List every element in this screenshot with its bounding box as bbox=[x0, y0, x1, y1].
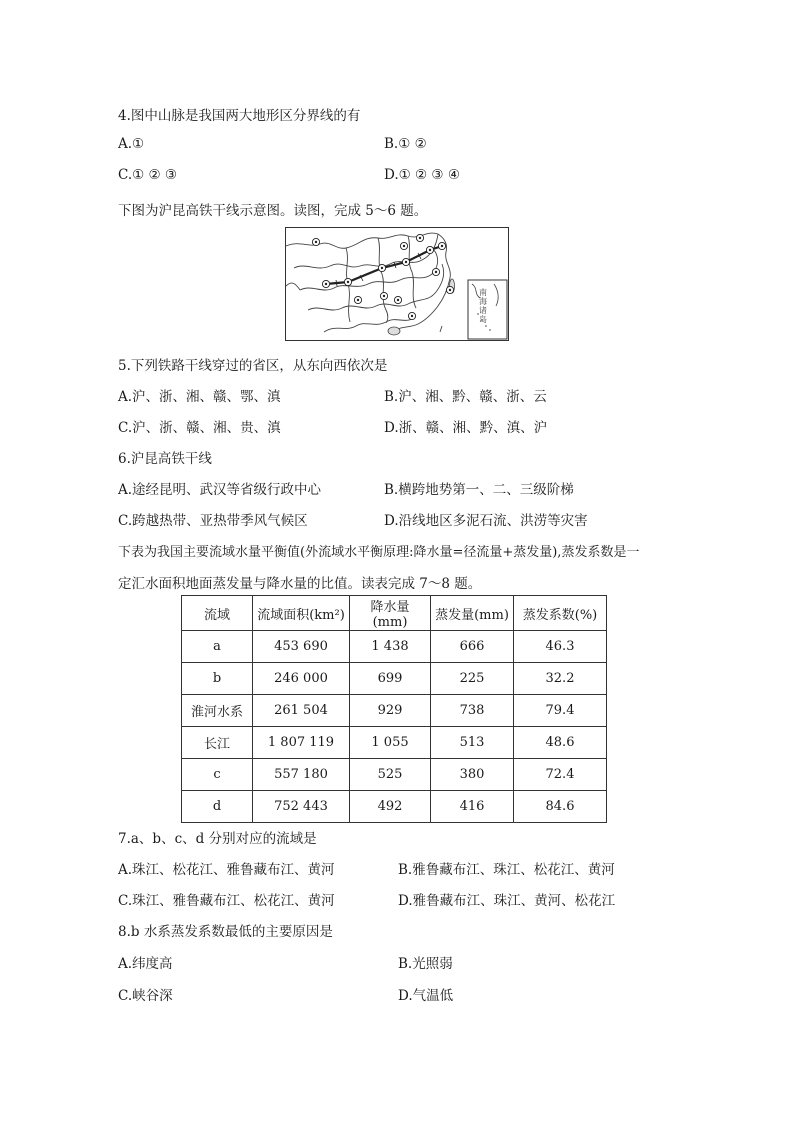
q8-option-b: B.光照弱 bbox=[398, 956, 453, 972]
q7-option-b: B.雅鲁藏布江、珠江、松花江、黄河 bbox=[398, 862, 615, 878]
q5-option-d: D.浙、赣、湘、黔、滇、沪 bbox=[384, 420, 548, 436]
q7-option-d: D.雅鲁藏布江、珠江、黄河、松花江 bbox=[398, 893, 616, 909]
cell-basin: 长江 bbox=[182, 727, 253, 759]
q8-stem: 8.b 水系蒸发系数最低的主要原因是 bbox=[118, 924, 333, 940]
cell-basin: c bbox=[182, 759, 253, 791]
q8-option-c: C.峡谷深 bbox=[118, 988, 173, 1004]
cell-evaporation: 416 bbox=[431, 791, 514, 823]
cell-area: 246 000 bbox=[253, 663, 350, 695]
q6-option-d: D.沿线地区多泥石流、洪涝等灾害 bbox=[384, 513, 588, 529]
table-row bbox=[182, 727, 607, 759]
cell-precipitation: 525 bbox=[350, 759, 431, 791]
q7-option-a: A.珠江、松花江、雅鲁藏布江、黄河 bbox=[118, 862, 335, 878]
cell-evap-coefficient: 79.4 bbox=[514, 695, 607, 727]
cell-evap-coefficient: 32.2 bbox=[514, 663, 607, 695]
map-drawing bbox=[286, 228, 508, 340]
q6-option-c: C.跨越热带、亚热带季风气候区 bbox=[118, 513, 308, 529]
cell-area: 261 504 bbox=[253, 695, 350, 727]
cell-evap-coefficient: 48.6 bbox=[514, 727, 607, 759]
intro-q7-q8-line2: 定汇水面积地面蒸发量与降水量的比值。读表完成 7～8 题。 bbox=[118, 576, 482, 592]
header-evap-coefficient: 蒸发系数(%) bbox=[514, 596, 607, 631]
cell-area: 752 443 bbox=[253, 791, 350, 823]
intro-q7-q8-line1: 下表为我国主要流域水量平衡值(外流域水平衡原理:降水量=径流量+蒸发量),蒸发系数是一 bbox=[118, 545, 640, 560]
cell-precipitation: 1 438 bbox=[350, 631, 431, 663]
q6-option-b: B.横跨地势第一、二、三级阶梯 bbox=[384, 482, 574, 498]
header-evaporation: 蒸发量(mm) bbox=[431, 596, 514, 631]
cell-basin: a bbox=[182, 631, 253, 663]
intro-q5-q6: 下图为沪昆高铁干线示意图。读图，完成 5～6 题。 bbox=[118, 203, 428, 219]
cell-area: 1 807 119 bbox=[253, 727, 350, 759]
cell-basin: 淮河水系 bbox=[182, 695, 253, 727]
q6-option-a: A.途经昆明、武汉等省级行政中心 bbox=[118, 482, 322, 498]
q5-option-a: A.沪、浙、湘、赣、鄂、滇 bbox=[118, 389, 281, 405]
cell-evaporation: 513 bbox=[431, 727, 514, 759]
table-row bbox=[182, 663, 607, 695]
table-row bbox=[182, 759, 607, 791]
cell-area: 453 690 bbox=[253, 631, 350, 663]
table-row bbox=[182, 791, 607, 823]
cell-area: 557 180 bbox=[253, 759, 350, 791]
cell-evaporation: 380 bbox=[431, 759, 514, 791]
cell-evap-coefficient: 46.3 bbox=[514, 631, 607, 663]
table-header-row bbox=[182, 596, 607, 631]
q4-option-c: C.① ② ③ bbox=[118, 167, 178, 183]
q4-option-d: D.① ② ③ ④ bbox=[384, 167, 460, 183]
cell-evaporation: 666 bbox=[431, 631, 514, 663]
q5-option-c: C.沪、浙、赣、湘、贵、滇 bbox=[118, 420, 281, 436]
cell-precipitation: 929 bbox=[350, 695, 431, 727]
q5-stem: 5.下列铁路干线穿过的省区，从东向西依次是 bbox=[118, 358, 388, 374]
q7-option-c: C.珠江、雅鲁藏布江、松花江、黄河 bbox=[118, 893, 335, 909]
header-area: 流域面积(km²) bbox=[253, 596, 350, 631]
cell-precipitation: 1 055 bbox=[350, 727, 431, 759]
q6-stem: 6.沪昆高铁干线 bbox=[118, 451, 212, 467]
cell-precipitation: 492 bbox=[350, 791, 431, 823]
water-balance-table bbox=[181, 595, 607, 823]
q8-option-a: A.纬度高 bbox=[118, 956, 173, 972]
q5-option-b: B.沪、湘、黔、赣、浙、云 bbox=[384, 389, 547, 405]
south-china-sea-inset-label: 南海诸岛 bbox=[479, 288, 487, 324]
cell-basin: d bbox=[182, 791, 253, 823]
header-precipitation: 降水量(mm) bbox=[350, 596, 431, 631]
cell-evaporation: 225 bbox=[431, 663, 514, 695]
q4-stem: 4.图中山脉是我国两大地形区分界线的有 bbox=[118, 108, 361, 124]
hukun-railway-map bbox=[285, 227, 509, 341]
q7-stem: 7.a、b、c、d 分别对应的流域是 bbox=[118, 831, 317, 847]
cell-evaporation: 738 bbox=[431, 695, 514, 727]
cell-evap-coefficient: 72.4 bbox=[514, 759, 607, 791]
q4-option-b: B.① ② bbox=[384, 136, 427, 152]
cell-evap-coefficient: 84.6 bbox=[514, 791, 607, 823]
q4-option-a: A.① bbox=[118, 136, 145, 152]
cell-basin: b bbox=[182, 663, 253, 695]
table-row bbox=[182, 695, 607, 727]
q8-option-d: D.气温低 bbox=[398, 988, 454, 1004]
table-row bbox=[182, 631, 607, 663]
cell-precipitation: 699 bbox=[350, 663, 431, 695]
header-basin: 流域 bbox=[182, 596, 253, 631]
